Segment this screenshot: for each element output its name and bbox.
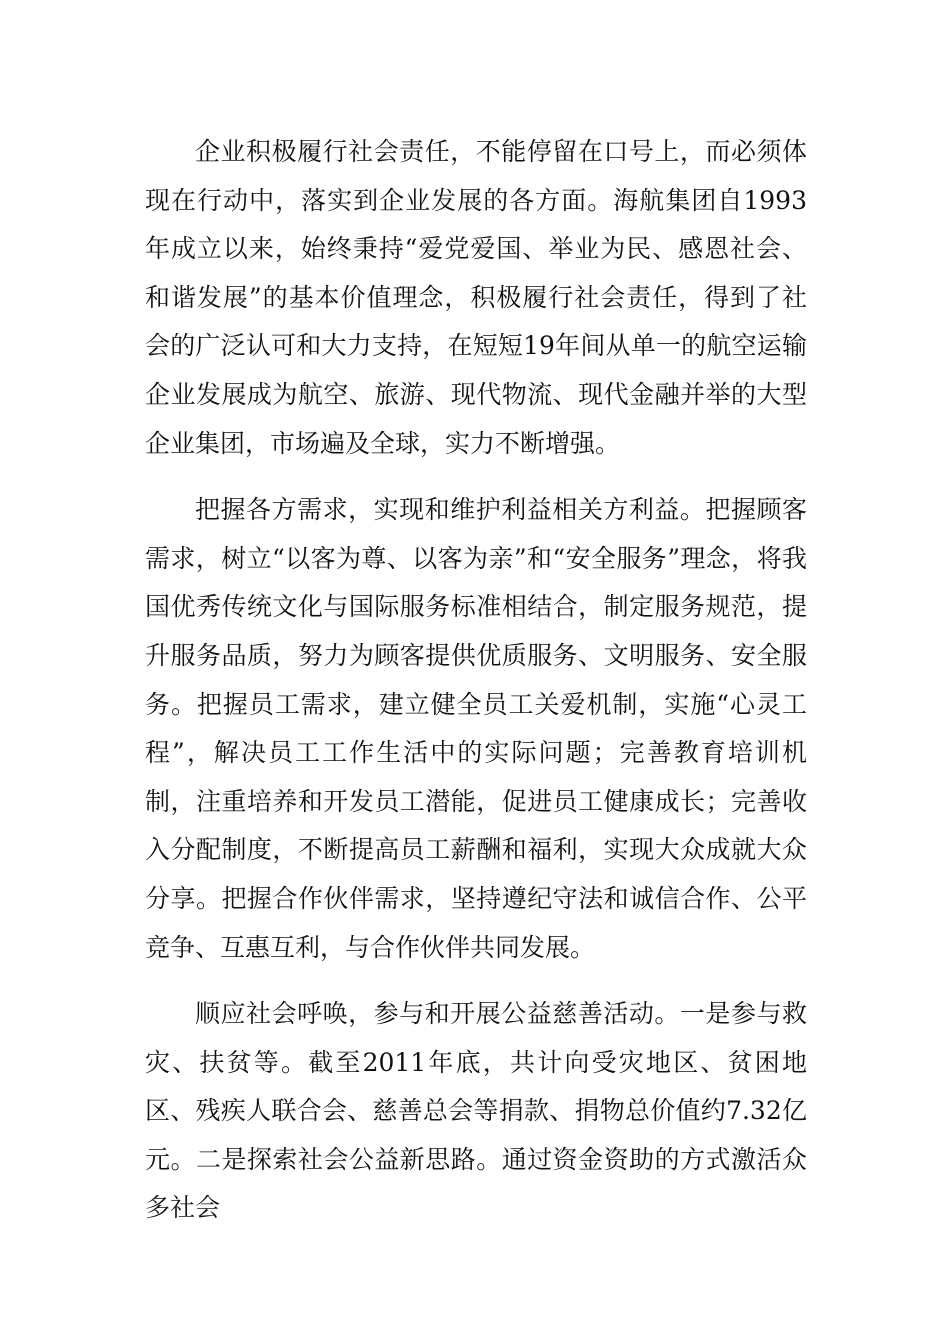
- paragraph-public-welfare: 顺应社会呼唤，参与和开展公益慈善活动。一是参与救灾、扶贫等。截至2011年底，共计向受灾地区、贫困地区、残疾人联合会、慈善总会等捐款、捐物总价值约7.32亿元。二是探索社会公益新思路。通过资金资助的方式激活众多社会: [145, 999, 807, 1223]
- document-body: [145, 128, 807, 1233]
- paragraph-stakeholder-needs: 把握各方需求，实现和维护利益相关方利益。把握顾客需求，树立“以客为尊、以客为亲”和“安全服务”理念，将我国优秀传统文化与国际服务标准相结合，制定服务规范，提升服务品质，努力为顾客提供优质服务、文明服务、安全服务。把握员工需求，建立健全员工关爱机制，实施“心灵工程”，解决员工工作生活中的实际问题；完善教育培训机制，注重培养和开发员工潜能，促进员工健康成长；完善收入分配制度，不断提高员工薪酬和福利，实现大众成就大众分享。把握合作伙伴需求，坚持遵纪守法和诚信合作、公平竞争、互惠互利，与合作伙伴共同发展。: [145, 495, 807, 962]
- paragraph-social-responsibility: 企业积极履行社会责任，不能停留在口号上，而必须体现在行动中，落实到企业发展的各方面。海航集团自1993年成立以来，始终秉持“爱党爱国、举业为民、感恩社会、和谐发展”的基本价值理念，积极履行社会责任，得到了社会的广泛认可和大力支持，在短短19年间从单一的航空运输企业发展成为航空、旅游、现代物流、现代金融并举的大型企业集团，市场遍及全球，实力不断增强。: [145, 137, 807, 458]
